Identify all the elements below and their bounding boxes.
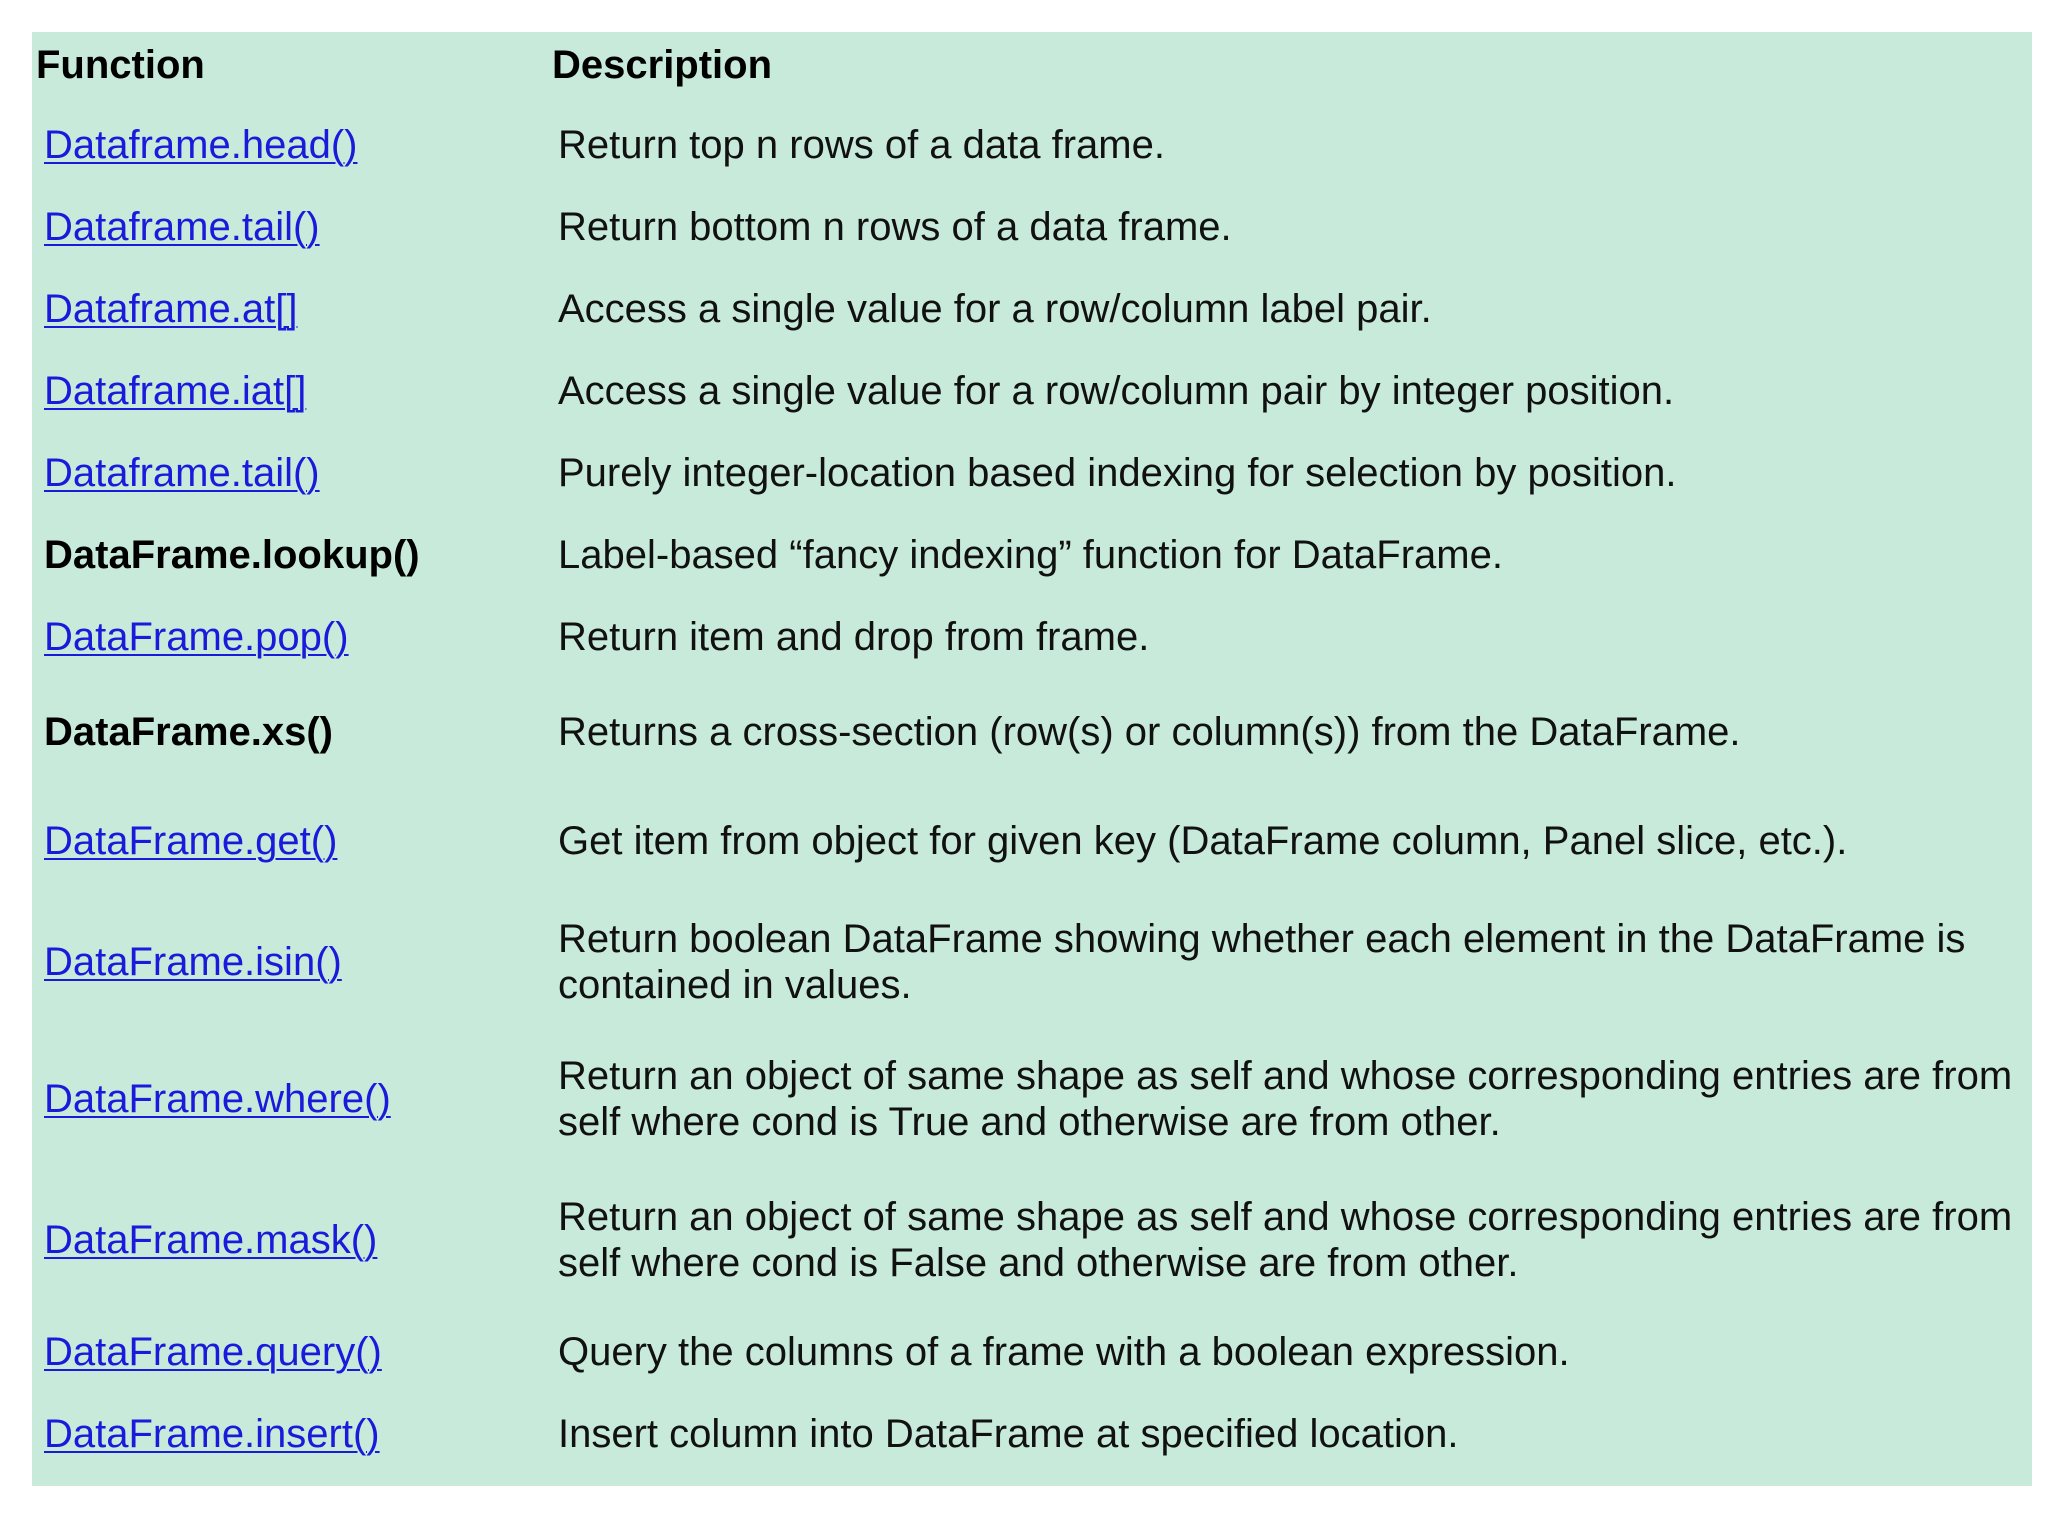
function-link-isin[interactable]: DataFrame.isin() [44, 940, 342, 984]
column-header-function: Function [36, 43, 205, 87]
function-link-get[interactable]: DataFrame.get() [44, 819, 338, 863]
function-link-at[interactable]: Dataframe.at[] [44, 287, 298, 331]
function-description: Label-based “fancy indexing” function for DataFrame. [558, 533, 1503, 577]
function-link-pop[interactable]: DataFrame.pop() [44, 615, 349, 659]
function-description: Purely integer-location based indexing for selection by position. [558, 451, 1677, 495]
function-description: Return boolean DataFrame showing whether each element in the DataFrame is contained in values. [558, 917, 1966, 1007]
function-table [32, 32, 2032, 1486]
function-description: Access a single value for a row/column pair by integer position. [558, 369, 1675, 413]
function-description: Returns a cross-section (row(s) or column(s)) from the DataFrame. [558, 710, 1741, 754]
function-link-tail[interactable]: Dataframe.tail() [44, 205, 320, 249]
function-link-iat[interactable]: Dataframe.iat[] [44, 369, 307, 413]
function-description: Get item from object for given key (DataFrame column, Panel slice, etc.). [558, 819, 1848, 863]
function-name-xs: DataFrame.xs() [44, 710, 334, 754]
function-name-lookup: DataFrame.lookup() [44, 533, 420, 577]
function-description: Return top n rows of a data frame. [558, 123, 1165, 167]
function-link-where[interactable]: DataFrame.where() [44, 1077, 391, 1121]
function-description: Return an object of same shape as self and whose corresponding entries are from self where cond is False and otherwise are from other. [558, 1195, 2013, 1285]
function-description: Return bottom n rows of a data frame. [558, 205, 1232, 249]
column-header-description: Description [552, 43, 773, 87]
function-description: Return an object of same shape as self and whose corresponding entries are from self where cond is True and otherwise are from other. [558, 1054, 2013, 1144]
function-description: Insert column into DataFrame at specified location. [558, 1412, 1459, 1456]
function-description: Query the columns of a frame with a boolean expression. [558, 1330, 1570, 1374]
function-link-mask[interactable]: DataFrame.mask() [44, 1218, 378, 1262]
function-link-tail-2[interactable]: Dataframe.tail() [44, 451, 320, 495]
function-description: Access a single value for a row/column label pair. [558, 287, 1432, 331]
function-link-head[interactable]: Dataframe.head() [44, 123, 358, 167]
function-link-insert[interactable]: DataFrame.insert() [44, 1412, 380, 1456]
function-description: Return item and drop from frame. [558, 615, 1150, 659]
function-link-query[interactable]: DataFrame.query() [44, 1330, 382, 1374]
